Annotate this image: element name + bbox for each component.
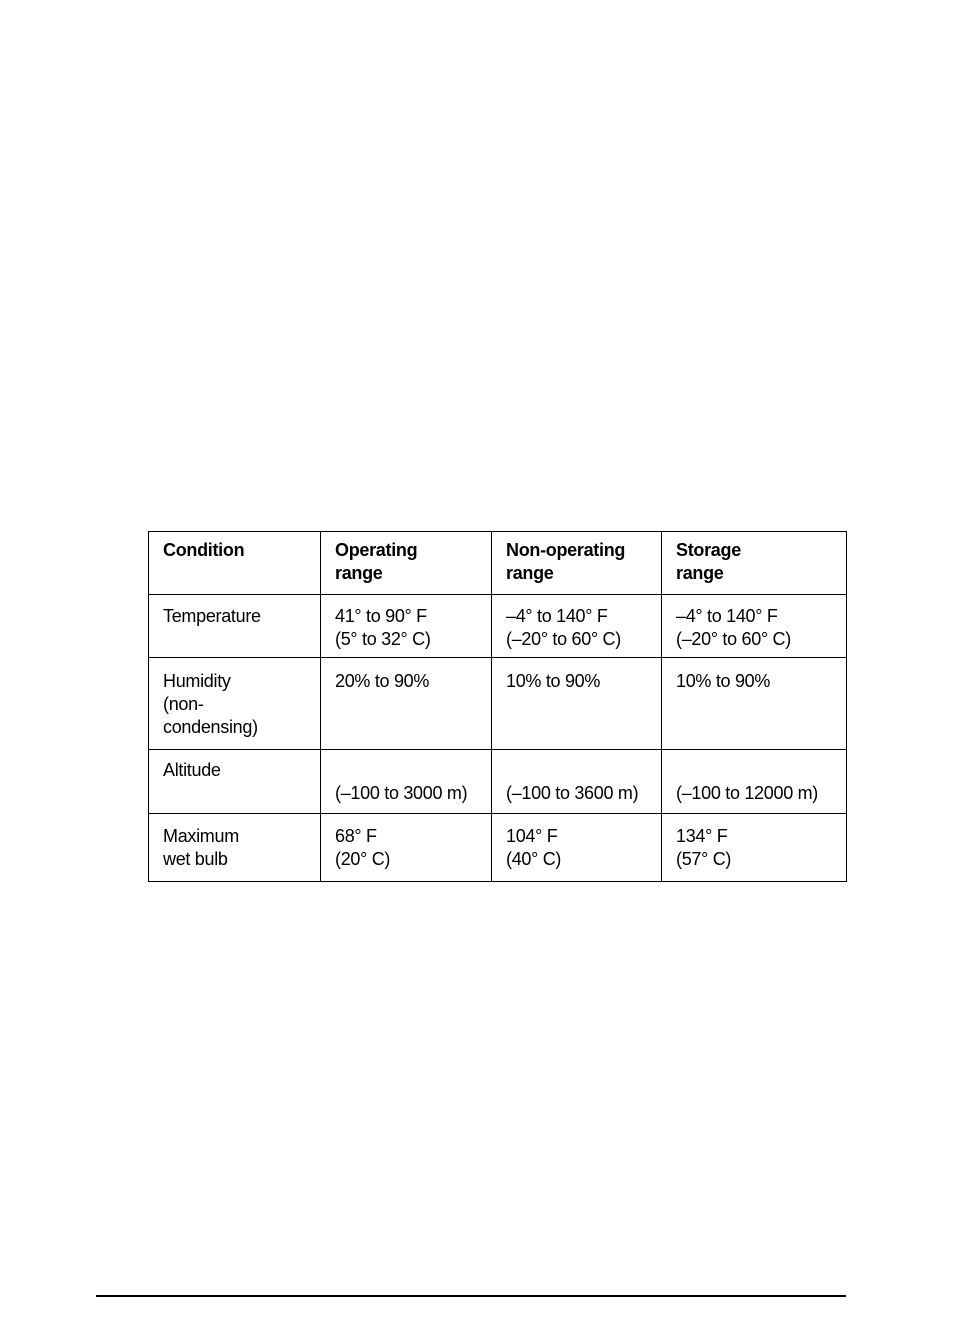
cell-value: 10% to 90% bbox=[676, 671, 771, 691]
cell-value: 104° F bbox=[506, 826, 558, 846]
cell-value: 41° to 90° F bbox=[335, 606, 427, 626]
cell-value: (20° C) bbox=[335, 849, 391, 869]
cell-condition-altitude bbox=[149, 750, 321, 814]
cell-value: –4° to 140° F bbox=[676, 606, 778, 626]
cell-storage-temperature bbox=[662, 595, 847, 658]
header-operating-line2: range bbox=[335, 563, 383, 583]
footer-divider bbox=[96, 1295, 846, 1297]
cell-value: 134° F bbox=[676, 826, 728, 846]
cell-value: (–100 to 12000 m) bbox=[676, 783, 818, 803]
cell-operating-temperature bbox=[321, 595, 492, 658]
header-operating-line1: Operating bbox=[335, 540, 418, 560]
cell-storage-humidity bbox=[662, 658, 847, 750]
cell-value: 20% to 90% bbox=[335, 671, 430, 691]
cell-value: 10% to 90% bbox=[506, 671, 601, 691]
header-condition bbox=[149, 532, 321, 595]
cell-condition-humidity bbox=[149, 658, 321, 750]
condition-label: (non- bbox=[163, 694, 204, 714]
table-row-max-wet-bulb bbox=[149, 814, 847, 882]
cell-operating-altitude bbox=[321, 750, 492, 814]
table-row-humidity bbox=[149, 658, 847, 750]
cell-non-operating-wet-bulb bbox=[492, 814, 662, 882]
condition-label: Altitude bbox=[163, 760, 221, 780]
blank-line bbox=[506, 759, 655, 782]
environmental-conditions-table bbox=[148, 531, 847, 882]
cell-operating-wet-bulb bbox=[321, 814, 492, 882]
header-storage-range bbox=[662, 532, 847, 595]
cell-value: (5° to 32° C) bbox=[335, 629, 431, 649]
cell-value: (–100 to 3000 m) bbox=[335, 783, 468, 803]
table-row-altitude bbox=[149, 750, 847, 814]
blank-line bbox=[335, 759, 485, 782]
cell-value: –4° to 140° F bbox=[506, 606, 608, 626]
cell-value: (40° C) bbox=[506, 849, 562, 869]
cell-value: (–20° to 60° C) bbox=[506, 629, 621, 649]
table-header-row bbox=[149, 532, 847, 595]
header-non-operating-line2: range bbox=[506, 563, 554, 583]
cell-condition-wet-bulb bbox=[149, 814, 321, 882]
cell-operating-humidity bbox=[321, 658, 492, 750]
blank-line bbox=[676, 759, 840, 782]
header-operating-range bbox=[321, 532, 492, 595]
header-storage-line1: Storage bbox=[676, 540, 741, 560]
table-row-temperature bbox=[149, 595, 847, 658]
condition-label: wet bulb bbox=[163, 849, 228, 869]
condition-label: Temperature bbox=[163, 606, 261, 626]
cell-value: 68° F bbox=[335, 826, 377, 846]
header-non-operating-range bbox=[492, 532, 662, 595]
header-non-operating-line1: Non-operating bbox=[506, 540, 626, 560]
condition-label: Maximum bbox=[163, 826, 239, 846]
cell-non-operating-temperature bbox=[492, 595, 662, 658]
cell-non-operating-humidity bbox=[492, 658, 662, 750]
cell-non-operating-altitude bbox=[492, 750, 662, 814]
condition-label: condensing) bbox=[163, 717, 258, 737]
condition-label: Humidity bbox=[163, 671, 231, 691]
cell-storage-wet-bulb bbox=[662, 814, 847, 882]
cell-value: (–20° to 60° C) bbox=[676, 629, 791, 649]
cell-value: (57° C) bbox=[676, 849, 732, 869]
cell-value: (–100 to 3600 m) bbox=[506, 783, 639, 803]
cell-storage-altitude bbox=[662, 750, 847, 814]
header-storage-line2: range bbox=[676, 563, 724, 583]
cell-condition-temperature bbox=[149, 595, 321, 658]
header-condition-text: Condition bbox=[163, 540, 245, 560]
